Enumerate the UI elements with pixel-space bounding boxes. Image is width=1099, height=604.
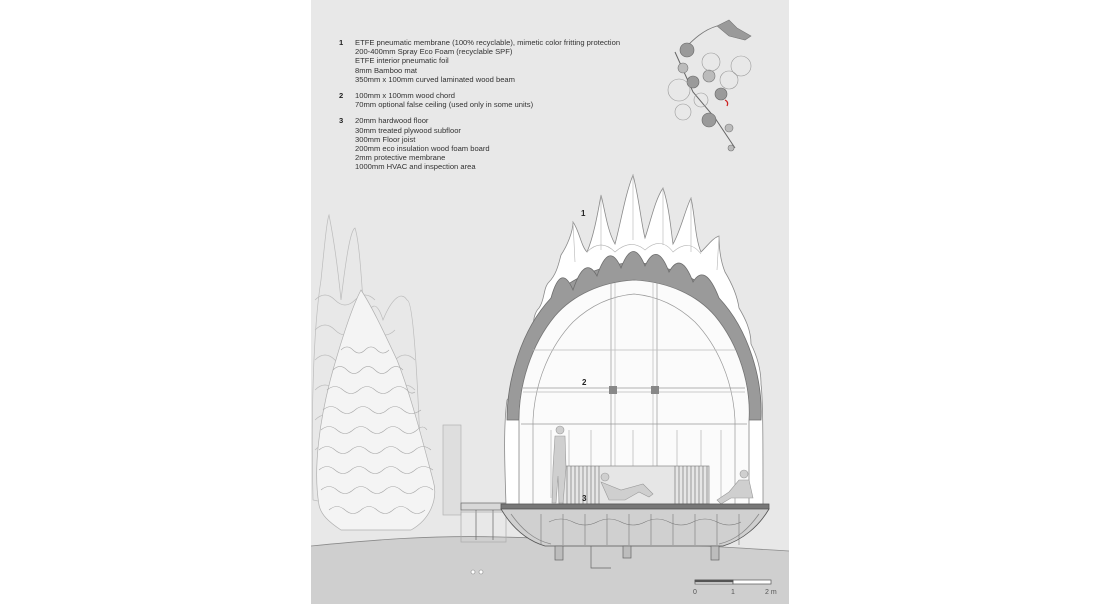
drawing-sheet [311, 0, 789, 604]
scale-bar [695, 580, 771, 584]
note-line: ETFE pneumatic membrane (100% recyclable), mimetic color fritting protection [355, 38, 621, 47]
site-plan [668, 20, 751, 151]
note-line: 300mm Floor joist [355, 134, 416, 144]
mid-pod [317, 290, 461, 530]
note-line: 200mm eco insulation wood foam board [355, 144, 490, 154]
marker-dot [471, 570, 475, 574]
note-1 [339, 38, 679, 84]
walkway [461, 503, 506, 542]
note-2 [339, 91, 679, 109]
note-3 [339, 116, 679, 171]
note-line: 20mm hardwood floor [355, 116, 429, 126]
marker-dot [479, 570, 483, 574]
note-line: 2mm protective membrane [355, 153, 446, 163]
note-number: 2 [339, 91, 344, 101]
note-line: 350mm x 100mm curved laminated wood beam [355, 74, 515, 84]
callout-1: 1 [581, 209, 586, 218]
callout-2: 2 [582, 378, 587, 387]
callout-3: 3 [582, 494, 587, 503]
scale-label-1: 1 [731, 589, 735, 596]
note-line: 1000mm HVAC and inspection area [355, 162, 476, 172]
note-line: 8mm Bamboo mat [355, 65, 418, 75]
note-number: 1 [339, 38, 344, 47]
note-line: 100mm x 100mm wood chord [355, 91, 456, 101]
note-line: 30mm treated plywood subfloor [355, 125, 461, 135]
note-number: 3 [339, 116, 344, 126]
note-line: ETFE interior pneumatic foil [355, 56, 449, 66]
note-line: 70mm optional false ceiling (used only in some units) [355, 100, 534, 110]
scale-label-2: 2 m [765, 589, 777, 596]
scale-label-0: 0 [693, 589, 697, 596]
note-line: 200-400mm Spray Eco Foam (recyclable SPF) [355, 47, 513, 57]
specification-notes [339, 38, 679, 179]
